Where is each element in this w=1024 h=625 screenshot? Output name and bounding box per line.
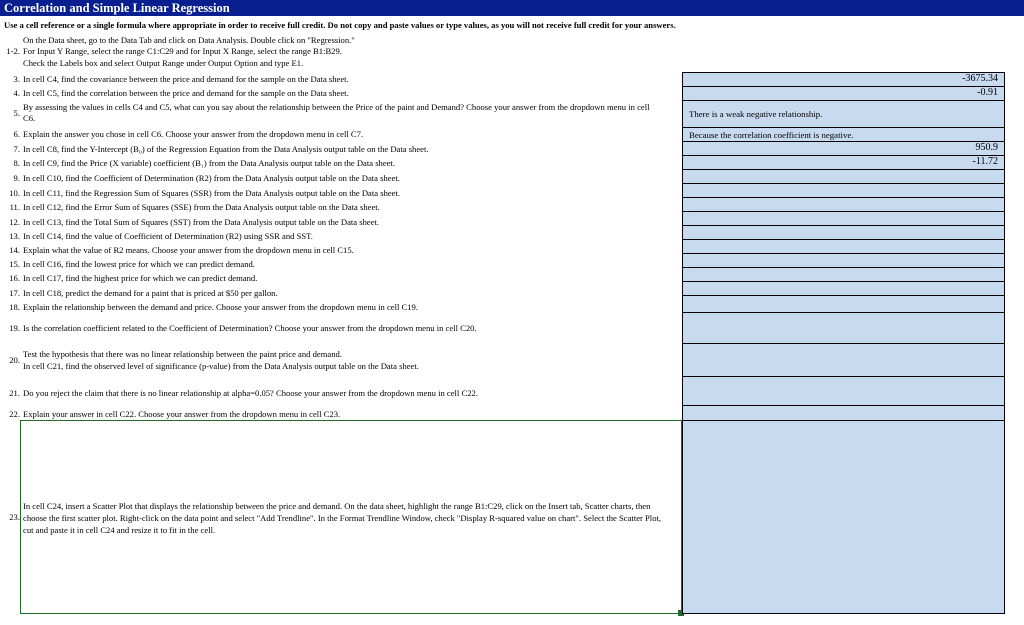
answer-cell-c10[interactable] [682, 169, 1005, 184]
answer-cell-c14[interactable] [682, 225, 1005, 240]
answer-cell-c7[interactable]: Because the correlation coefficient is negative. [682, 127, 1005, 142]
answer-cell-c17[interactable] [682, 267, 1005, 282]
answer-cell-c22[interactable] [682, 376, 1005, 406]
answer-cell-c21[interactable] [682, 343, 1005, 377]
answer-cell-c9[interactable]: -11.72 [682, 155, 1005, 170]
answer-cell-c24[interactable] [682, 420, 1005, 614]
instruction-notice: Use a cell reference or a single formula where appropriate in order to receive full credit. Do not copy and paste values or type values, as you will not receive full credit for your answers. [4, 20, 676, 30]
answer-cell-c23[interactable] [682, 405, 1005, 421]
answer-cell-c4[interactable]: -3675.34 [682, 72, 1005, 87]
answer-cell-c6[interactable]: There is a weak negative relationship. [682, 100, 1005, 128]
answer-cell-c20[interactable] [682, 312, 1005, 344]
answer-cell-c13[interactable] [682, 211, 1005, 226]
answer-cell-c5[interactable]: -0.91 [682, 86, 1005, 101]
answer-cell-c15[interactable] [682, 239, 1005, 254]
answer-cell-c8[interactable]: 950.9 [682, 141, 1005, 156]
answer-cell-c11[interactable] [682, 183, 1005, 198]
answer-cell-c18[interactable] [682, 281, 1005, 296]
answer-cell-c12[interactable] [682, 197, 1005, 212]
answer-cell-c16[interactable] [682, 253, 1005, 268]
scatter-plot-area[interactable] [20, 420, 682, 614]
sheet-title: Correlation and Simple Linear Regression [0, 0, 1024, 16]
answer-cell-c19[interactable] [682, 295, 1005, 313]
